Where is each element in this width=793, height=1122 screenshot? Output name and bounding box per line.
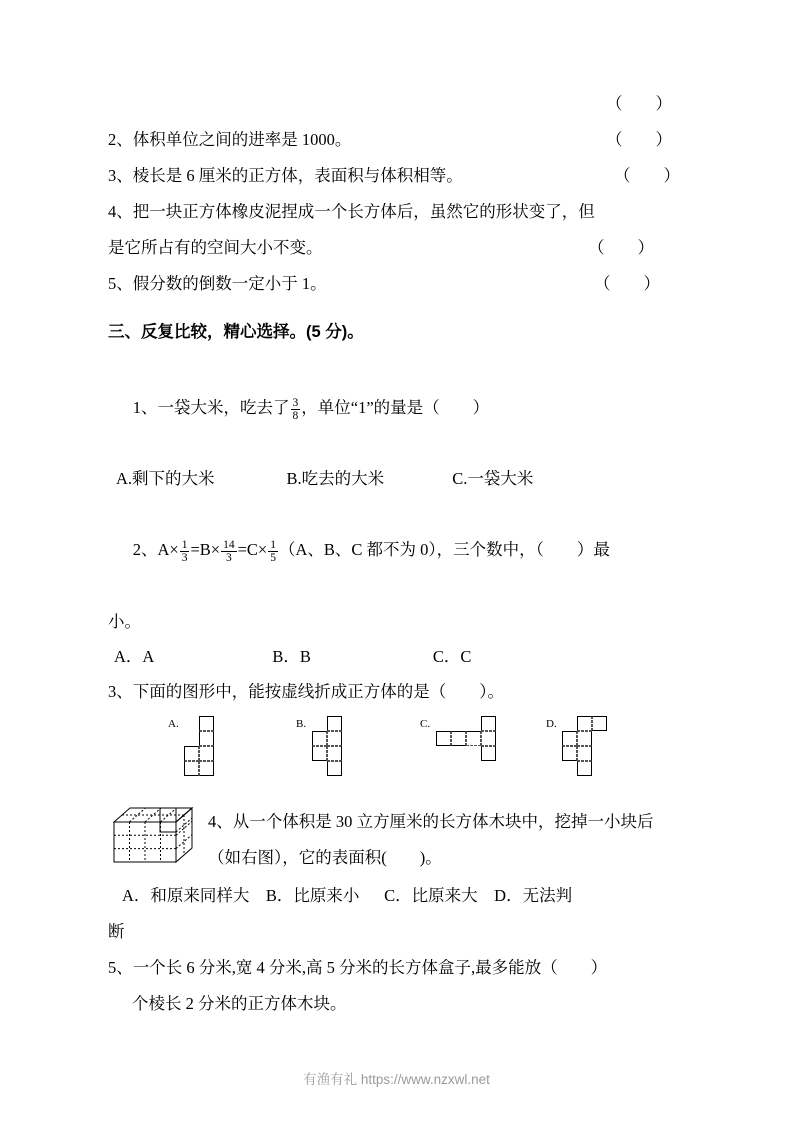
fraction-numerator: 14 [223, 538, 235, 551]
fraction-numerator: 1 [181, 538, 188, 551]
question-4 [108, 804, 688, 878]
net-label-b: B. [296, 718, 307, 730]
question-3: 3、下面的图形中，能按虚线折成正方体的是（ ）。 [108, 682, 504, 701]
question-1-option-b: B.吃去的大米 [286, 469, 385, 488]
fraction-denominator: 5 [270, 552, 276, 565]
net-label-d: D. [546, 718, 557, 730]
question-1-option-a: A.剩下的大米 [116, 469, 215, 488]
question-2-suffix: （A、B、C 都不为 0），三个数中，（ ）最 [278, 540, 610, 559]
judgement-item-5 [108, 266, 688, 302]
judgement-item-4-paren: （ ） [588, 238, 654, 257]
question-2-option-b: B．B [272, 647, 311, 666]
question-5-line2: 个棱长 2 分米的正方体木块。 [132, 994, 347, 1013]
fraction-14-3 [221, 539, 237, 565]
footer-watermark: 有渔有礼 https://www.nzxwl.net [303, 1072, 490, 1087]
top-blank-paren: （ ） [606, 94, 672, 113]
judgement-item-3 [108, 158, 688, 194]
question-2-options [108, 640, 688, 674]
fraction-denominator: 3 [225, 552, 232, 565]
question-2 [108, 496, 688, 604]
question-2-option-c: C．C [432, 647, 472, 666]
section-heading: 三、反复比较，精心选择。(5 分)。 [108, 323, 364, 341]
question-1 [108, 354, 688, 462]
question-3-figures [108, 710, 688, 804]
judgement-item-4-text-line2: 是它所占有的空间大小不变。 [108, 238, 323, 257]
judgement-item-2-text: 2、体积单位之间的进率是 1000。 [108, 130, 352, 149]
judgement-item-4-text: 4、把一块正方体橡皮泥捏成一个长方体后，虽然它的形状变了，但 [108, 202, 595, 221]
question-2-mid1: =B× [190, 540, 221, 559]
question-1-suffix: ，单位“1”的量是（ ） [301, 398, 490, 417]
judgement-item-2-paren: （ ） [606, 130, 672, 149]
judgement-item-5-paren: （ ） [594, 274, 660, 293]
question-4-options-line1: A．和原来同样大 B．比原来小 C．比原来大 D．无法判 [122, 886, 573, 905]
net-label-a: A. [168, 718, 179, 730]
judgement-item-4 [108, 194, 688, 230]
judgement-item-3-paren: （ ） [614, 166, 680, 185]
fraction-numerator: 3 [292, 396, 299, 409]
question-1-option-c: C.一袋大米 [452, 469, 534, 488]
fraction-denominator: 8 [292, 410, 299, 423]
fraction-1-3 [180, 539, 190, 565]
fraction-3-8 [291, 397, 301, 423]
fraction-denominator: 3 [181, 552, 188, 565]
question-4-options-line2: 断 [108, 922, 125, 941]
fraction-numerator: 1 [270, 538, 276, 551]
judgement-item-4-cont [108, 230, 688, 266]
question-1-prefix: 1、一袋大米，吃去了 [132, 398, 290, 417]
question-4-line1: 4、从一个体积是 30 立方厘米的长方体木块中，挖掉一小块后 [208, 812, 654, 831]
fraction-1-5 [268, 539, 278, 565]
question-1-options [108, 462, 688, 496]
judgement-item-2 [108, 122, 688, 158]
net-label-c: C. [420, 718, 431, 730]
question-2-option-a: A．A [114, 647, 155, 666]
question-5-line1: 5、一个长 6 分米,宽 4 分米,高 5 分米的长方体盒子,最多能放（ ） [108, 958, 608, 977]
judgement-item-3-text: 3、棱长是 6 厘米的正方体，表面积与体积相等。 [108, 166, 463, 185]
question-2-prefix: 2、A× [132, 540, 179, 559]
question-2-mid2: =C× [237, 540, 268, 559]
question-2-cont: 小。 [108, 612, 141, 631]
cube-figure [108, 804, 200, 876]
worksheet-content [108, 86, 688, 1022]
judgement-item-5-text: 5、假分数的倒数一定小于 1。 [108, 274, 327, 293]
question-4-line2: （如右图），它的表面积( )。 [208, 848, 442, 867]
